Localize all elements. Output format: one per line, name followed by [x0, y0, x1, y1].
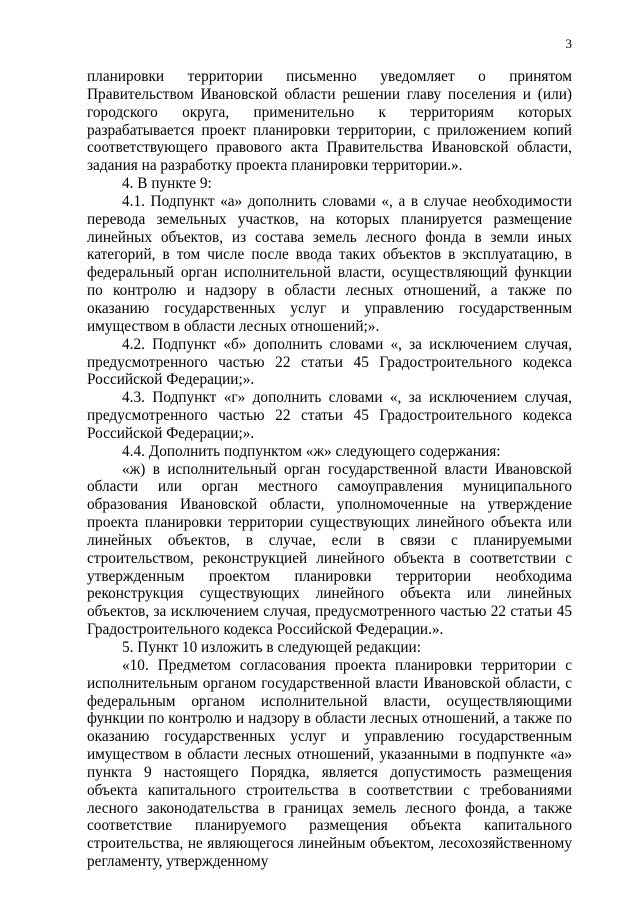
paragraph-item-10: «10. Предметом согласования проекта планировки территории с исполнительным органом государственной власти Ивановской области, с федеральным органом исполнительной власти, осуществляющими функции по контролю и надзору в области лесных отношений, а также по оказанию государственных услуг и управлению государственным имуществом в области лесных отношений, указанными в подпункте «а» пункта 9 настоящего Порядка, является допустимость размещения объекта капитального строительства в соответствии с требованиями лесного законодательства в границах земель лесного фонда, а также соответствие планируемого размещения объекта капитального строительства, не являющегося линейным объектом, лесохозяйственному регламенту, утвержденному	[87, 656, 572, 871]
paragraph-intro-continuation: планировки территории письменно уведомляет о принятом Правительством Ивановской области решении главу поселения и (или) городского округа, применительно к территориям которых разрабатывается проект планировки территории, с приложением копий соответствующего правового акта Правительства Ивановской области, задания на разработку проекта планировки территории.».	[87, 68, 572, 175]
page-number: 3	[565, 36, 572, 51]
paragraph-item-4: 4. В пункте 9:	[122, 175, 212, 193]
paragraph-item-4-4: 4.4. Дополнить подпунктом «ж» следующего содержания:	[122, 442, 501, 460]
paragraph-item-4-1: 4.1. Подпункт «а» дополнить словами «, а в случае необходимости перевода земельных участков, на которых планируется размещение линейных объектов, из состава земель лесного фонда в земли иных категорий, в том числе после ввода таких объектов в эксплуатацию, в федеральный орган исполнительной власти, осуществляющий функции по контролю и надзору в области лесных отношений, а также по оказанию государственных услуг и управлению государственным имуществом в области лесных отношений;».	[87, 192, 572, 335]
paragraph-item-4-2: 4.2. Подпункт «б» дополнить словами «, за исключением случая, предусмотренного частью 22 статьи 45 Градостроительного кодекса Российской Федерации;».	[87, 335, 572, 389]
document-body	[87, 68, 572, 871]
paragraph-item-5: 5. Пункт 10 изложить в следующей редакции:	[122, 639, 421, 656]
paragraph-item-4-3: 4.3. Подпункт «г» дополнить словами «, за исключением случая, предусмотренного частью 22 статьи 45 Градостроительного кодекса Российской Федерации;».	[87, 389, 572, 442]
paragraph-subitem-zh: «ж) в исполнительный орган государственной власти Ивановской области или орган местного самоуправления муниципального образования Ивановской области, уполномоченные на утверждение проекта планировки территории существующих линейного объекта или линейных объектов, в случае, если в связи с планируемыми строительством, реконструкцией линейного объекта в соответствии с утвержденным проектом планировки территории необходима реконструкция существующих линейного объекта или линейных объектов, за исключением случая, предусмотренного частью 22 статьи 45 Градостроительного кодекса Российской Федерации.».	[87, 460, 572, 639]
